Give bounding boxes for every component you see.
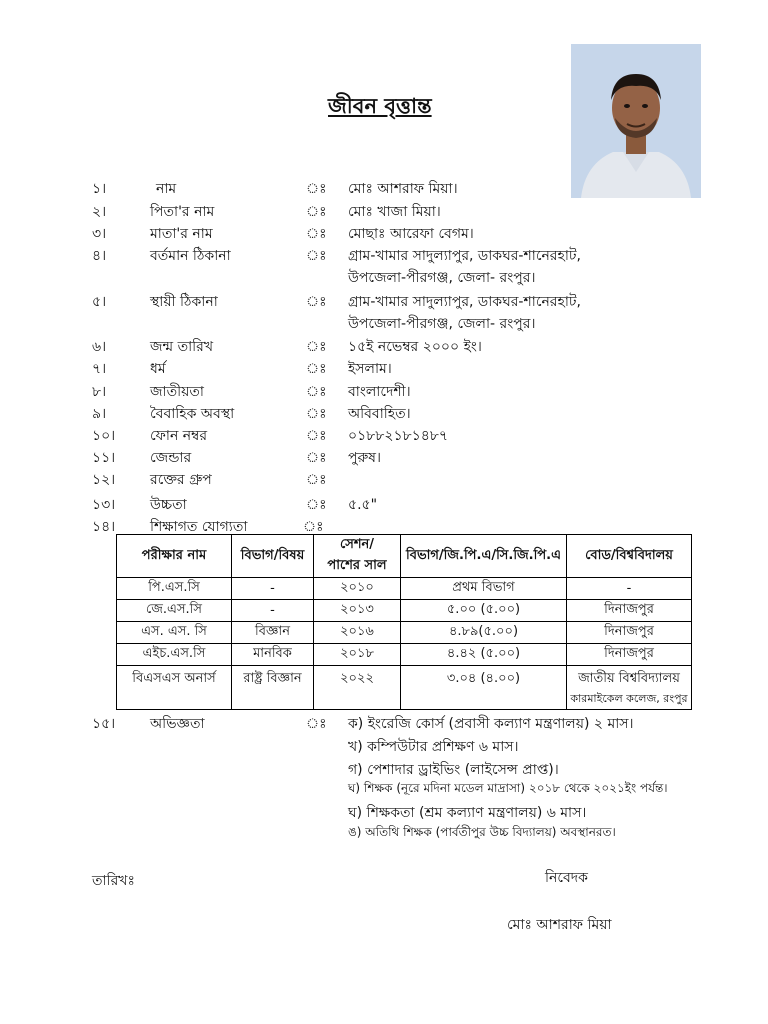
education-table — [116, 534, 692, 710]
cell-board: - — [567, 578, 692, 600]
colon: ঃ — [306, 248, 327, 264]
experience-item: খ) কম্পিউটার প্রশিক্ষণ ৬ মাস। — [348, 739, 519, 755]
experience-item: ঙ) অতিথি শিক্ষক (পার্বতীপুর উচ্চ বিদ্যালয়) অবস্থানরত। — [348, 825, 616, 839]
row-num: ৫। — [92, 294, 107, 310]
cell-subject: - — [232, 600, 314, 622]
colon: ঃ — [306, 450, 327, 466]
value-permanent-address-line2: উপজেলা-পীরগঞ্জ, জেলা- রংপুর। — [348, 316, 536, 332]
table-header-row — [117, 535, 692, 578]
value-permanent-address: গ্রাম-খামার সাদুল্যাপুর, ডাকঘর-শানেরহাট, — [348, 294, 582, 310]
experience-item: ঘ) শিক্ষকতা (শ্রম কল্যাণ মন্ত্রণালয়) ৬ মাস। — [348, 805, 587, 821]
colon: ঃ — [306, 472, 327, 488]
cell-year: ২০১০ — [314, 578, 401, 600]
cell-board: দিনাজপুর — [567, 644, 692, 666]
cell-result: ৫.০০ (৫.০০) — [401, 600, 567, 622]
row-num: ৮। — [92, 384, 107, 400]
value-birth-date: ১৫ই নভেম্বর ২০০০ ইং। — [348, 339, 482, 355]
cell-result: ৪.৪২ (৫.০০) — [401, 644, 567, 666]
row-num: ১৪। — [92, 519, 116, 535]
cell-board — [567, 666, 692, 710]
row-num: ১। — [92, 181, 107, 197]
header-exam: পরীক্ষার নাম — [117, 535, 232, 578]
table-row — [117, 622, 692, 644]
cell-year: ২০১৩ — [314, 600, 401, 622]
cell-result: ৩.০৪ (৪.০০) — [401, 666, 567, 710]
row-num: ১১। — [92, 450, 116, 466]
colon: ঃ — [306, 384, 327, 400]
header-session — [314, 535, 401, 578]
header-board: বোড/বিশ্ববিদালয় — [567, 535, 692, 578]
label-experience: অভিজ্ঞতা — [150, 716, 205, 732]
value-present-address: গ্রাম-খামার সাদুল্যাপুর, ডাকঘর-শানেরহাট, — [348, 248, 582, 264]
cell-subject: মানবিক — [232, 644, 314, 666]
colon: ঃ — [306, 716, 327, 732]
cell-result: ৪.৮৯(৫.০০) — [401, 622, 567, 644]
row-num: ১৩। — [92, 497, 116, 513]
label-education: শিক্ষাগত যোগ্যতা — [150, 519, 248, 535]
cell-exam: বিএসএস অনার্স — [117, 666, 232, 710]
cell-year: ২০১৬ — [314, 622, 401, 644]
cell-subject: - — [232, 578, 314, 600]
row-num: ৯। — [92, 406, 107, 422]
row-num: ৪। — [92, 248, 107, 264]
label-religion: ধর্ম — [150, 361, 166, 377]
value-mother-name: মোছাঃ আরেফা বেগম। — [348, 226, 474, 242]
table-row — [117, 578, 692, 600]
table-row — [117, 600, 692, 622]
date-label: তারিখঃ — [92, 873, 135, 889]
colon: ঃ — [306, 294, 327, 310]
label-blood-group: রক্তের গ্রুপ — [150, 472, 212, 488]
header-subject: বিভাগ/বিষয় — [232, 535, 314, 578]
signature-name: মোঃ আশরাফ মিয়া — [507, 917, 612, 933]
experience-item: ঘ) শিক্ষক (নূরে মদিনা মডেল মাদ্রাসা) ২০১৮ থেকে ২০২১ইং পর্যন্ত। — [348, 781, 668, 795]
colon: ঃ — [306, 406, 327, 422]
colon: ঃ — [306, 181, 327, 197]
row-num: ১০। — [92, 428, 116, 444]
value-father-name: মোঃ খাজা মিয়া। — [348, 204, 441, 220]
row-num: ৬। — [92, 339, 107, 355]
colon: ঃ — [306, 204, 327, 220]
nibedok-label: নিবেদক — [545, 870, 588, 886]
label-birth-date: জন্ম তারিখ — [150, 339, 214, 355]
person-photo-icon — [571, 44, 701, 198]
value-phone: ০১৮৮২১৮১৪৮৭ — [348, 428, 448, 444]
label-marital-status: বৈবাহিক অবস্থা — [150, 406, 235, 422]
value-nationality: বাংলাদেশী। — [348, 384, 411, 400]
value-gender: পুরুষ। — [348, 450, 381, 466]
colon: ঃ — [306, 428, 327, 444]
row-num: ৭। — [92, 361, 107, 377]
table-row — [117, 644, 692, 666]
colon: ঃ — [306, 361, 327, 377]
cell-board: দিনাজপুর — [567, 600, 692, 622]
value-height: ৫.৫" — [348, 497, 378, 513]
row-num: ১৫। — [92, 716, 116, 732]
label-name: নাম — [156, 181, 177, 197]
cell-result: প্রথম বিভাগ — [401, 578, 567, 600]
cell-exam: জে.এস.সি — [117, 600, 232, 622]
header-session-line1: সেশন/ — [339, 537, 375, 552]
row-num: ২। — [92, 204, 107, 220]
cell-exam: এস. এস. সি — [117, 622, 232, 644]
cell-board-line2: কারমাইকেল কলেজ, রংপুর — [570, 692, 688, 705]
colon: ঃ — [303, 519, 324, 535]
value-marital-status: অবিবাহিত। — [348, 406, 411, 422]
cell-subject: রাষ্ট্র বিজ্ঞান — [232, 666, 314, 710]
label-present-address: বর্তমান ঠিকানা — [150, 248, 231, 264]
colon: ঃ — [306, 226, 327, 242]
header-session-line2: পাশের সাল — [327, 558, 387, 573]
value-name: মোঃ আশরাফ মিয়া। — [348, 181, 458, 197]
label-nationality: জাতীয়তা — [150, 384, 204, 400]
cell-board: দিনাজপুর — [567, 622, 692, 644]
label-phone: ফোন নম্বর — [150, 428, 208, 444]
cell-year: ২০১৮ — [314, 644, 401, 666]
cell-year: ২০২২ — [314, 666, 401, 710]
table-row — [117, 666, 692, 710]
label-mother-name: মাতা'র নাম — [150, 226, 213, 242]
cell-board-line1: জাতীয় বিশ্ববিদ্যালয় — [578, 671, 680, 686]
label-father-name: পিতা'র নাম — [150, 204, 215, 220]
label-height: উচ্চতা — [150, 497, 187, 513]
cell-exam: এইচ.এস.সি — [117, 644, 232, 666]
row-num: ১২। — [92, 472, 116, 488]
row-num: ৩। — [92, 226, 107, 242]
profile-photo — [571, 44, 701, 198]
experience-item: গ) পেশাদার ড্রাইভিং (লাইসেন্স প্রাপ্ত)। — [348, 762, 559, 778]
value-religion: ইসলাম। — [348, 361, 392, 377]
header-result: বিভাগ/জি.পি.এ/সি.জি.পি.এ — [401, 535, 567, 578]
value-present-address-line2: উপজেলা-পীরগঞ্জ, জেলা- রংপুর। — [348, 270, 536, 286]
colon: ঃ — [306, 497, 327, 513]
label-permanent-address: স্থায়ী ঠিকানা — [150, 294, 218, 310]
label-gender: জেন্ডার — [150, 450, 192, 466]
colon: ঃ — [306, 339, 327, 355]
page-title: জীবন বৃত্তান্ত — [328, 94, 432, 118]
experience-item: ক) ইংরেজি কোর্স (প্রবাসী কল্যাণ মন্ত্রণালয়) ২ মাস। — [348, 716, 634, 732]
cell-subject: বিজ্ঞান — [232, 622, 314, 644]
cell-exam: পি.এস.সি — [117, 578, 232, 600]
